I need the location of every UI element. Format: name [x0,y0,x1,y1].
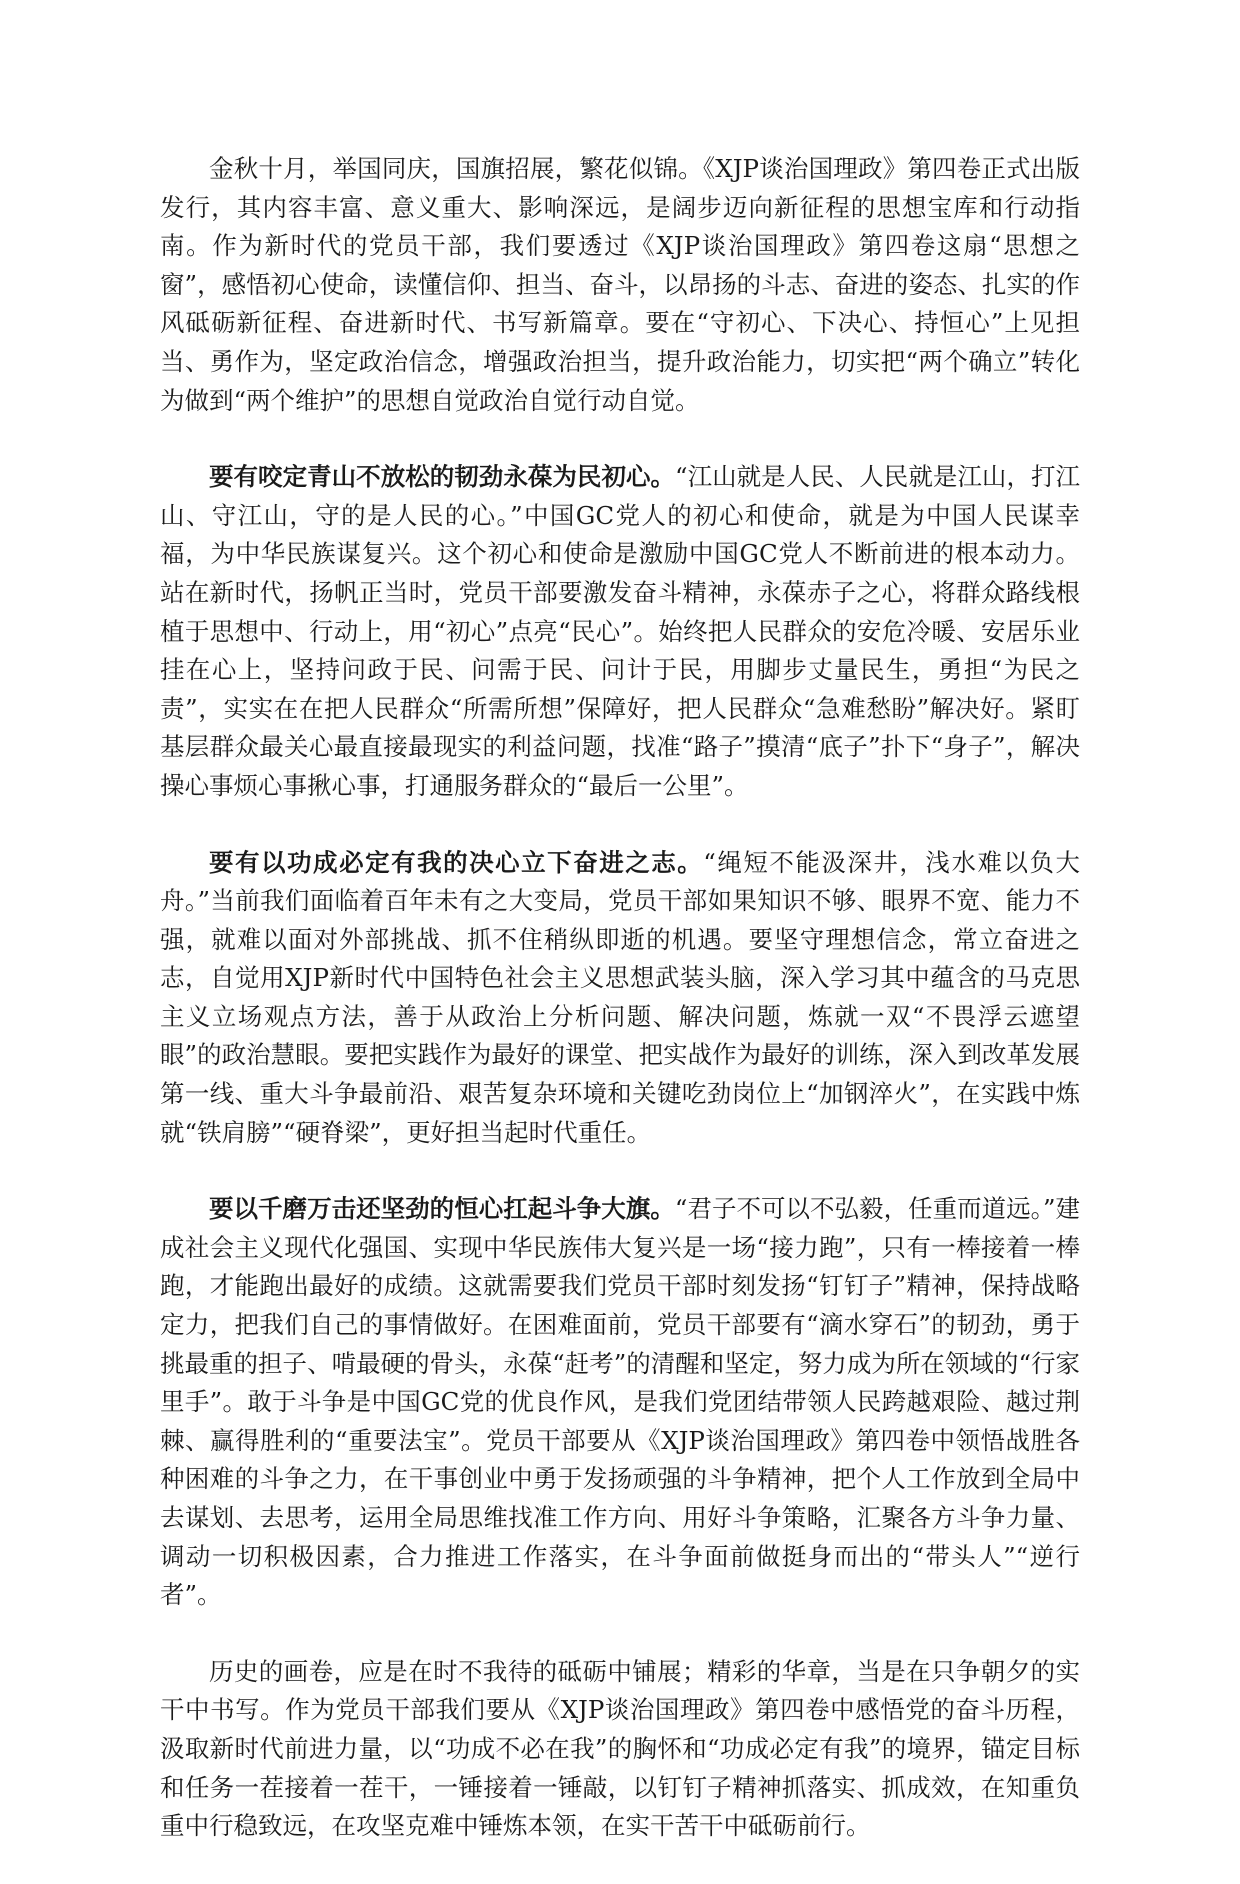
paragraph-struggle [160,1190,1080,1615]
paragraph-lead: 要有以功成必定有我的决心立下奋进之志。 [209,847,704,877]
paragraph-text: 金秋十月，举国同庆，国旗招展，繁花似锦。《XJP谈治国理政》第四卷正式出版发行，其内容丰富、意义重大、影响深远，是阔步迈向新征程的思想宝库和行动指南。作为新时代的党员干部，我们要透过《XJP谈治国理政》第四卷这扇“思想之窗”，感悟初心使命，读懂信仰、担当、奋斗，以昂扬的斗志、奋进的姿态、扎实的作风砥砺新征程、奋进新时代、书写新篇章。要在“守初心、下决心、持恒心”上见担当、勇作为，坚定政治信念，增强政治担当，提升政治能力，切实把“两个确立”转化为做到“两个维护”的思想自觉政治自觉行动自觉。 [160,154,1080,415]
intro-paragraph [160,150,1080,420]
paragraph-ambition [160,844,1080,1153]
paragraph-lead: 要以千磨万击还坚劲的恒心扛起斗争大旗。 [209,1194,675,1224]
paragraph-text: “江山就是人民、人民就是江山，打江山、守江山，守的是人民的心。”中国GC党人的初心和使命，就是为中国人民谋幸福，为中华民族谋复兴。这个初心和使命是激励中国GC党人不断前进的根本动力。站在新时代，扬帆正当时，党员干部要激发奋斗精神，永葆赤子之心，将群众路线根植于思想中、行动上，用“初心”点亮“民心”。始终把人民群众的安危冷暖、安居乐业挂在心上，坚持问政于民、问需于民、问计于民，用脚步丈量民生，勇担“为民之责”，实实在在把人民群众“所需所想”保障好，把人民群众“急难愁盼”解决好。紧盯基层群众最关心最直接最现实的利益问题，找准“路子”摸清“底子”扑下“身子”，解决操心事烦心事揪心事，打通服务群众的“最后一公里”。 [160,462,1080,800]
paragraph-initial-mission [160,458,1080,805]
paragraph-text: 历史的画卷，应是在时不我待的砥砺中铺展；精彩的华章，当是在只争朝夕的实干中书写。作为党员干部我们要从《XJP谈治国理政》第四卷中感悟党的奋斗历程，汲取新时代前进力量，以“功成不必在我”的胸怀和“功成必定有我”的境界，锚定目标和任务一茬接着一茬干，一锤接着一锤敲，以钉钉子精神抓落实、抓成效，在知重负重中行稳致远，在攻坚克难中锤炼本领，在实干苦干中砥砺前行。 [160,1656,1080,1841]
document-page [160,150,1080,1884]
paragraph-text: “君子不可以不弘毅，任重而道远。”建成社会主义现代化强国、实现中华民族伟大复兴是一场“接力跑”，只有一棒接着一棒跑，才能跑出最好的成绩。这就需要我们党员干部时刻发扬“钉钉子”精神，保持战略定力，把我们自己的事情做好。在困难面前，党员干部要有“滴水穿石”的韧劲，勇于挑最重的担子、啃最硬的骨头，永葆“赶考”的清醒和坚定，努力成为所在领域的“行家里手”。敢于斗争是中国GC党的优良作风，是我们党团结带领人民跨越艰险、越过荆棘、赢得胜利的“重要法宝”。党员干部要从《XJP谈治国理政》第四卷中领悟战胜各种困难的斗争之力，在干事创业中勇于发扬顽强的斗争精神，把个人工作放到全局中去谋划、去思考，运用全局思维找准工作方向、用好斗争策略，汇聚各方斗争力量、调动一切积极因素，合力推进工作落实，在斗争面前做挺身而出的“带头人”“逆行者”。 [160,1194,1080,1610]
conclusion-paragraph [160,1653,1080,1846]
paragraph-text: “绳短不能汲深井，浅水难以负大舟。”当前我们面临着百年未有之大变局，党员干部如果知识不够、眼界不宽、能力不强，就难以面对外部挑战、抓不住稍纵即逝的机遇。要坚守理想信念，常立奋进之志，自觉用XJP新时代中国特色社会主义思想武装头脑，深入学习其中蕴含的马克思主义立场观点方法，善于从政治上分析问题、解决问题，炼就一双“不畏浮云遮望眼”的政治慧眼。要把实践作为最好的课堂、把实战作为最好的训练，深入到改革发展第一线、重大斗争最前沿、艰苦复杂环境和关键吃劲岗位上“加钢淬火”，在实践中炼就“铁肩膀”“硬脊梁”，更好担当起时代重任。 [160,847,1081,1147]
paragraph-lead: 要有咬定青山不放松的韧劲永葆为民初心。 [209,462,676,492]
